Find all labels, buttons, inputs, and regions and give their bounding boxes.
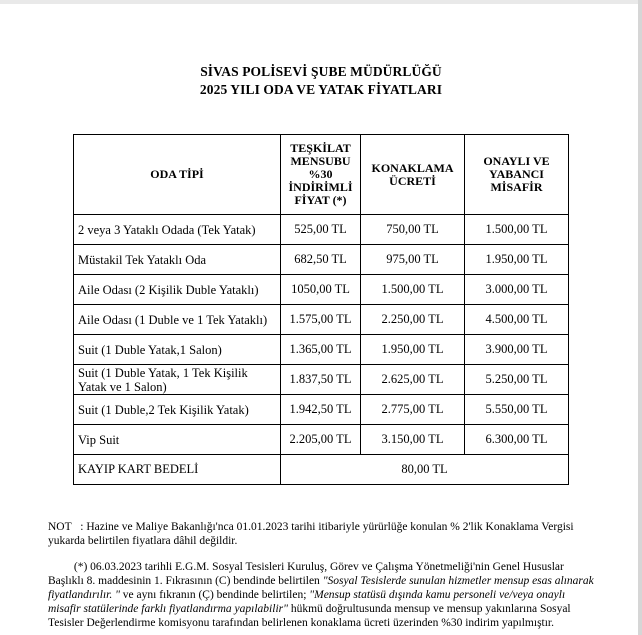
header-member-line: MENSUBU — [290, 154, 351, 168]
room-type-cell: Suit (1 Duble Yatak, 1 Tek Kişilik Yatak ve 1 Salon) — [74, 365, 281, 395]
document-title: SİVAS POLİSEVİ ŞUBE MÜDÜRLÜĞÜ — [200, 64, 442, 79]
table-row — [74, 215, 569, 245]
header-member-line: FİYAT (*) — [294, 193, 347, 207]
accommodation-fee-cell: 975,00 TL — [361, 245, 465, 275]
regulation-quote: "Sosyal Tesislerde sunulan hizmetler mensup esas alınarak fiyatlandırılır. " — [48, 575, 594, 601]
guest-price-cell: 1.950,00 TL — [465, 245, 569, 275]
room-type-cell: Suit (1 Duble Yatak,1 Salon) — [74, 335, 281, 365]
guest-price-cell: 3.000,00 TL — [465, 275, 569, 305]
discount-note-text: ve aynı fıkranın (Ç) bendinde belirtilen; — [119, 589, 310, 601]
table-header-row — [74, 135, 569, 215]
member-price-cell: 1.942,50 TL — [281, 395, 361, 425]
accommodation-fee-cell: 2.775,00 TL — [361, 395, 465, 425]
note-label: NOT — [48, 521, 72, 533]
room-type-cell: Vip Suit — [74, 425, 281, 455]
guest-price-cell: 5.550,00 TL — [465, 395, 569, 425]
header-guest-line: YABANCI — [489, 167, 544, 181]
page-top-edge — [0, 0, 642, 4]
header-room-type: ODA TİPİ — [74, 135, 281, 215]
document-subtitle: 2025 YILI ODA VE YATAK FİYATLARI — [199, 82, 443, 97]
table-row — [74, 425, 569, 455]
member-price-cell: 1050,00 TL — [281, 275, 361, 305]
header-member-price — [281, 135, 361, 215]
lost-card-value: 80,00 TL — [281, 455, 569, 485]
accommodation-fee-cell: 750,00 TL — [361, 215, 465, 245]
regulation-quote: "Mensup statüsü dışında kamu personeli ve/veya onaylı misafir statülerinde farklı fiyatlandırma yapılabilir" — [48, 589, 566, 615]
header-accom-line: KONAKLAMA — [371, 160, 454, 175]
member-price-cell: 2.205,00 TL — [281, 425, 361, 455]
member-price-cell: 682,50 TL — [281, 245, 361, 275]
header-accommodation-fee — [361, 135, 465, 215]
table-row — [74, 365, 569, 395]
guest-price-cell: 5.250,00 TL — [465, 365, 569, 395]
member-price-cell: 1.837,50 TL — [281, 365, 361, 395]
header-guest-price — [465, 135, 569, 215]
header-member-line: TEŞKİLAT — [290, 141, 351, 155]
table-row — [74, 275, 569, 305]
guest-price-cell: 3.900,00 TL — [465, 335, 569, 365]
discount-note-text: hükmü doğrultusunda mensup ve mensup yakınlarına Sosyal Tesisler Değerlendirme komisyonu tarafından belirlenen konaklama ücreti üzerinden %30 indirim yapılmıştır. — [48, 603, 571, 629]
lost-card-row — [74, 455, 569, 485]
table-row — [74, 395, 569, 425]
member-price-cell: 1.575,00 TL — [281, 305, 361, 335]
tax-note — [48, 520, 598, 548]
header-member-line: %30 — [308, 167, 333, 181]
header-accom-line: ÜCRETİ — [389, 173, 436, 188]
room-type-cell: Aile Odası (2 Kişilik Duble Yataklı) — [74, 275, 281, 305]
member-price-cell: 1.365,00 TL — [281, 335, 361, 365]
accommodation-fee-cell: 2.625,00 TL — [361, 365, 465, 395]
discount-note-text: (*) 06.03.2023 tarihli E.G.M. Sosyal Tesisleri Kuruluş, Görev ve Çalışma Yönetmeliği'nin Genel Hususlar Başlıklı 8. maddesinin 1. Fıkrasının (C) bendinde belirtilen — [48, 561, 564, 587]
guest-price-cell: 1.500,00 TL — [465, 215, 569, 245]
member-price-cell: 525,00 TL — [281, 215, 361, 245]
lost-card-label: KAYIP KART BEDELİ — [74, 455, 281, 485]
accommodation-fee-cell: 3.150,00 TL — [361, 425, 465, 455]
guest-price-cell: 4.500,00 TL — [465, 305, 569, 335]
room-type-cell: Müstakil Tek Yataklı Oda — [74, 245, 281, 275]
room-type-cell: Aile Odası (1 Duble ve 1 Tek Yataklı) — [74, 305, 281, 335]
accommodation-fee-cell: 2.250,00 TL — [361, 305, 465, 335]
guest-price-cell: 6.300,00 TL — [465, 425, 569, 455]
header-guest-line: ONAYLI VE — [483, 154, 550, 168]
discount-note — [48, 560, 598, 630]
table-row — [74, 335, 569, 365]
header-guest-line: MİSAFİR — [490, 180, 543, 194]
room-type-cell: Suit (1 Duble,2 Tek Kişilik Yatak) — [74, 395, 281, 425]
table-row — [74, 305, 569, 335]
accommodation-fee-cell: 1.500,00 TL — [361, 275, 465, 305]
room-type-cell: 2 veya 3 Yataklı Odada (Tek Yatak) — [74, 215, 281, 245]
accommodation-fee-cell: 1.950,00 TL — [361, 335, 465, 365]
header-member-line: İNDİRİMLİ — [288, 180, 353, 194]
note-text: : Hazine ve Maliye Bakanlığı'nca 01.01.2023 tarihi itibariyle yürürlüğe konulan % 2'lik Konaklama Vergisi yukarda belirtilen fiyatlara dâhil değildir. — [48, 521, 574, 547]
table-row — [74, 245, 569, 275]
price-table — [73, 134, 569, 485]
